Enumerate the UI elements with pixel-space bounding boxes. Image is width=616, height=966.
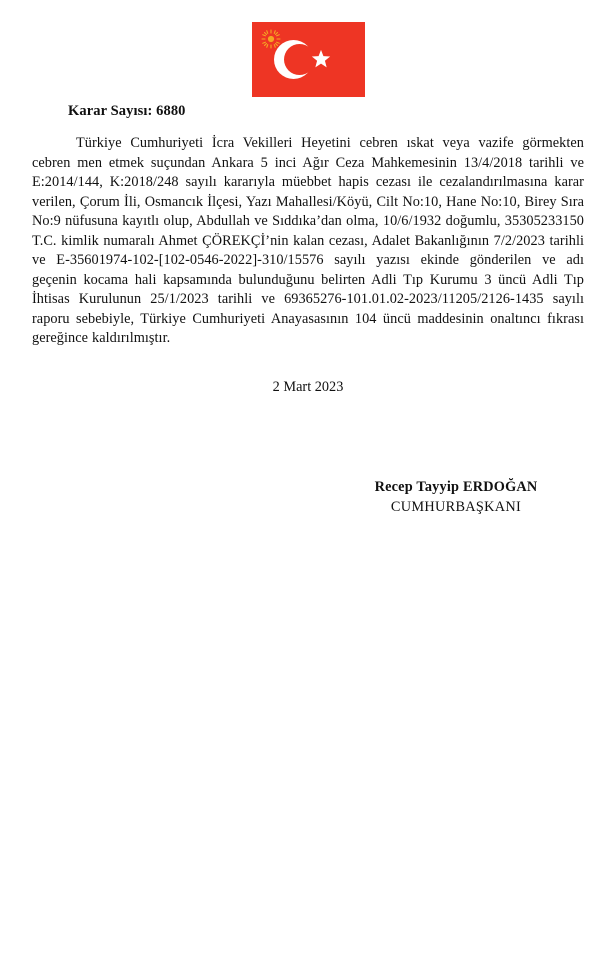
turkish-flag-icon xyxy=(252,22,365,97)
signatory-name: Recep Tayyip ERDOĞAN xyxy=(374,479,538,495)
signatory-title: CUMHURBAŞKANI xyxy=(390,499,522,515)
signature-block xyxy=(316,477,596,518)
decree-body-paragraph: Türkiye Cumhuriyeti İcra Vekilleri Heyetini cebren ıskat veya vazife görmekten cebren men etmek suçundan Ankara 5 inci Ağır Ceza Mahkemesinin 13/4/2018 tarihli ve E:2014/144, K:2018/248 sayılı kararıyla müebbet hapis cezası ile cezalandırılmasına karar verilen, Çorum İli, Osmancık İlçesi, Yazı Mahallesi/Köyü, Cilt No:10, Hane No:10, Birey Sıra No:9 nüfusuna kayıtlı olup, Abdullah ve Sıddıka’dan olma, 10/6/1932 doğumlu, 35305233150 T.C. kimlik numaralı Ahmet ÇÖREKÇİ’nin kalan cezası, Adalet Bakanlığının 7/2/2023 tarihli ve E-35601974-102-[102-0546-2022]-310/15576 sayılı yazısı ekinde gönderilen ve adı geçenin kocama hali kapsamında bulunduğunu belirten Adli Tıp Kurumu 3 üncü Adli Tıp İhtisas Kurulunun 25/1/2023 tarihli ve 69365276-101.01.02-2023/11205/2126-1435 sayılı raporu sebebiyle, Türkiye Cumhuriyeti Anayasasının 104 üncü maddesinin onaltıncı fıkrası gereğince kaldırılmıştır. xyxy=(32,135,584,346)
sun-burst-icon xyxy=(261,29,281,49)
five-pointed-star-icon xyxy=(311,49,331,69)
decision-number: Karar Sayısı: 6880 xyxy=(68,103,186,119)
decree-date: 2 Mart 2023 xyxy=(272,379,344,395)
emblem-container xyxy=(0,22,616,97)
